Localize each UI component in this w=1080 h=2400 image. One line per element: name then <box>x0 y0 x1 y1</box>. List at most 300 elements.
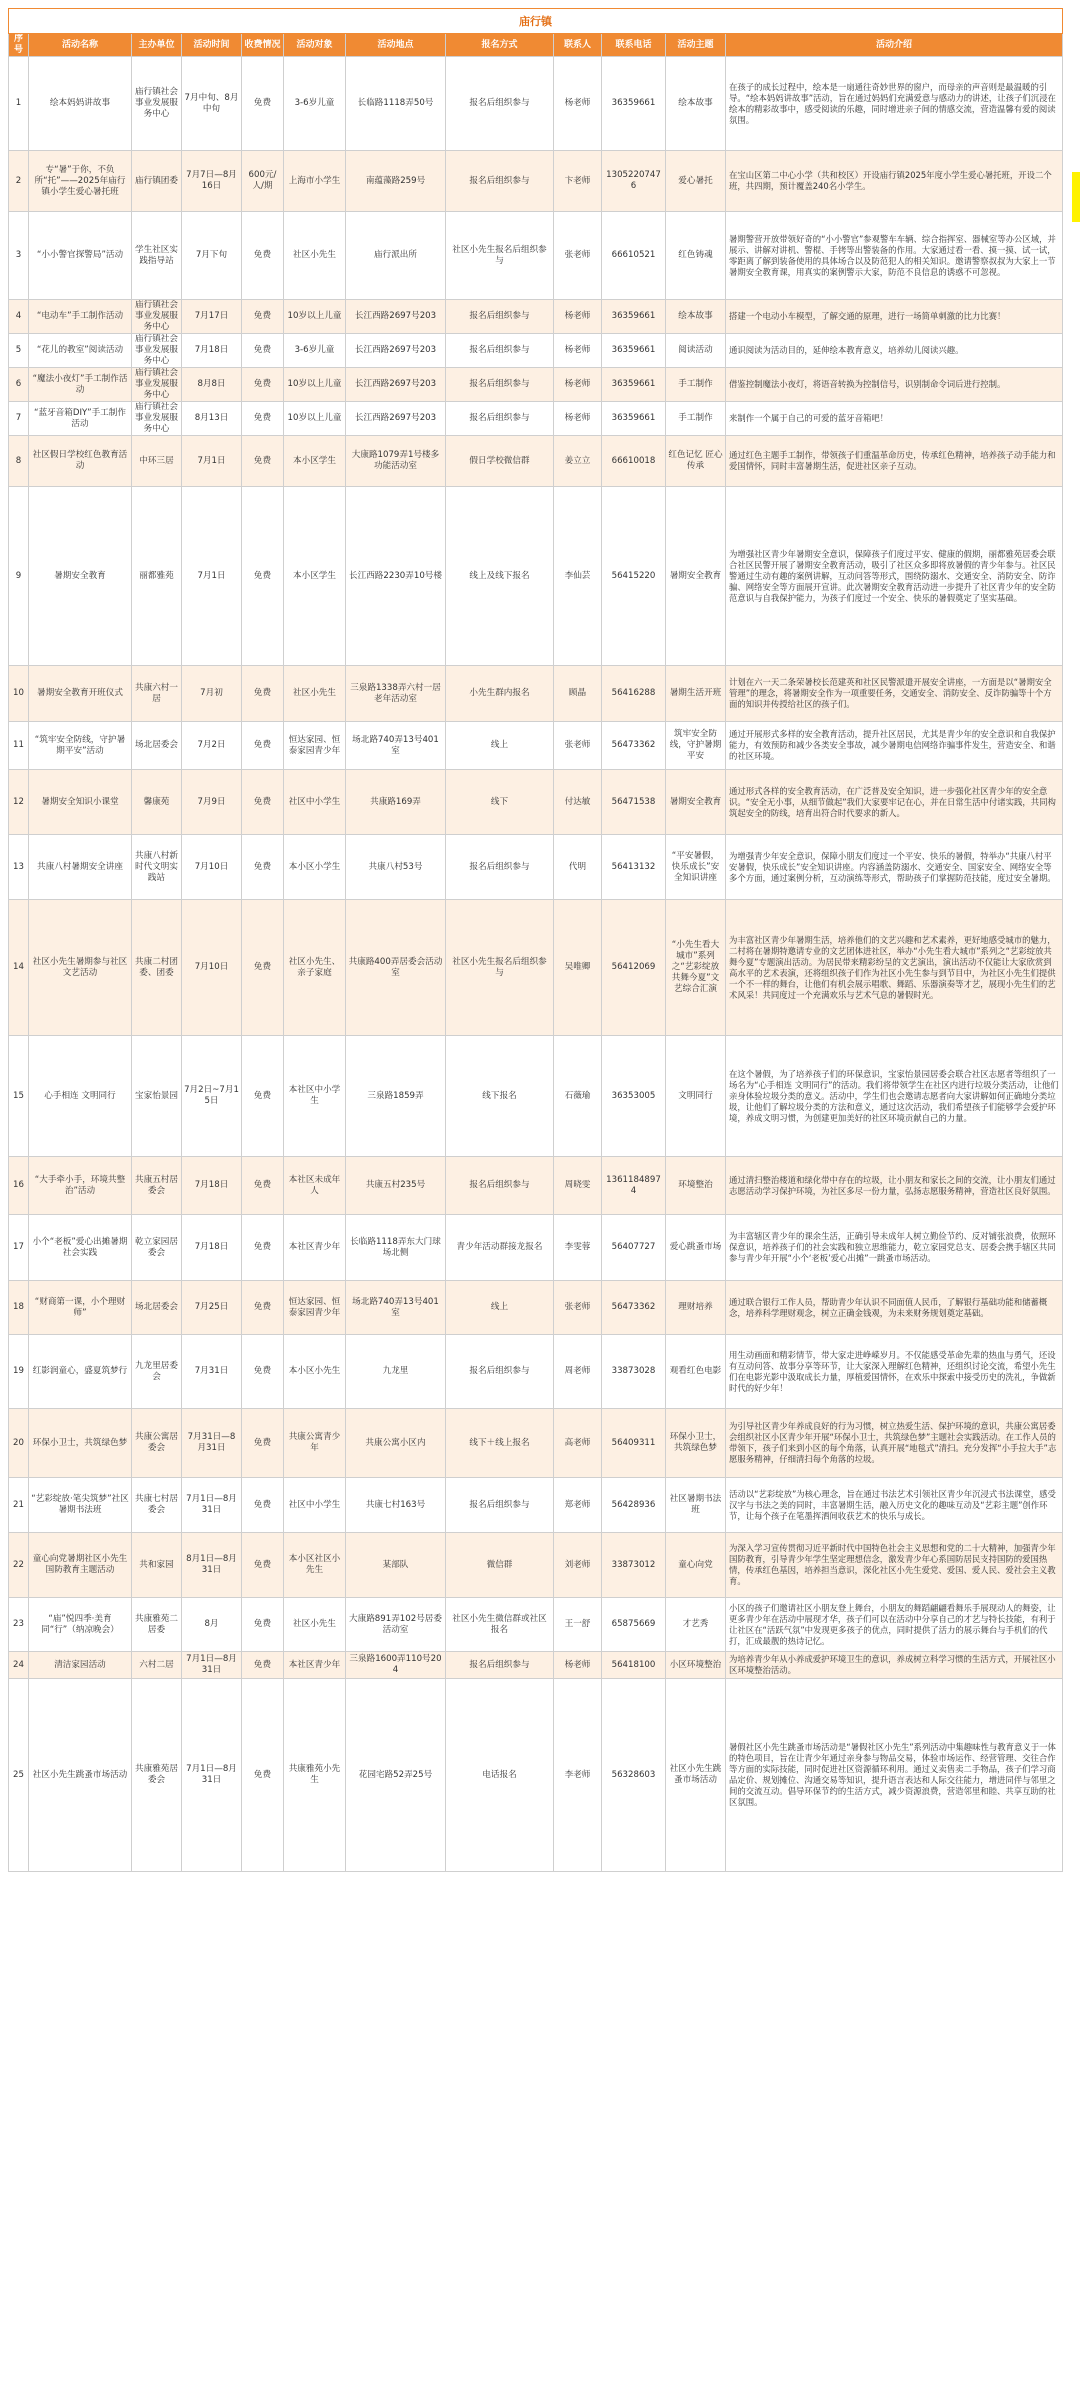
cell-intro: 小区的孩子们邀请社区小朋友登上舞台，小朋友的舞蹈翩翩看舞乐手展现动人的舞姿，让更多青少年在活动中展现才华，孩子们可以在活动中分享自己的才艺与特长技能，有利于让社区在“活跃气氛”中发现更多孩子的优点，同时提供了活力的展示舞台与手机们的代打，汇成最靓的热诗记忆。 <box>726 1598 1063 1652</box>
cell-phone: 36359661 <box>602 57 666 151</box>
column-header: 序号 <box>9 34 29 57</box>
cell-signup: 报名后组织参与 <box>446 300 554 334</box>
table-row <box>9 402 1063 436</box>
cell-target: 社区小先生、亲子家庭 <box>284 900 346 1036</box>
cell-time: 7月31日 <box>182 1335 242 1409</box>
cell-place: 三泉路1600弄110号204 <box>346 1652 446 1679</box>
cell-org: 庙行镇社会事业发展服务中心 <box>132 300 182 334</box>
cell-name: 暑期安全教育开班仪式 <box>29 666 132 722</box>
cell-fee: 免费 <box>242 1335 284 1409</box>
cell-phone: 56473362 <box>602 722 666 770</box>
cell-place: 共康八村53号 <box>346 835 446 900</box>
cell-target: 本小区社区小先生 <box>284 1533 346 1598</box>
cell-signup: 青少年活动群接龙报名 <box>446 1215 554 1281</box>
cell-place: 长临路1118弄东大门球场北侧 <box>346 1215 446 1281</box>
cell-no: 7 <box>9 402 29 436</box>
cell-name: “花儿的教室”阅读活动 <box>29 334 132 368</box>
cell-theme: 红色铸魂 <box>666 212 726 300</box>
cell-target: 3-6岁儿童 <box>284 57 346 151</box>
cell-time: 8月1日—8月31日 <box>182 1533 242 1598</box>
cell-intro: 为丰富社区青少年暑期生活，培养他们的文艺兴趣和艺术素养，更好地感受城市的魅力，二村将在暑期特邀请专业的文艺团体进社区，举办“小先生看大城市”系列之“艺彩绽放共舞今夏”专题演出活动。为居民带来精彩纷呈的文艺演出，演出活动不仅能让大家欣赏到高水平的艺术表演，还将组织孩子们作为社区小先生参与到节目中，为社区小先生们提供一个不一样的舞台，让他们有机会展示唱歌、舞蹈、乐器演奏等才艺，展现小先生们的艺术风采！共同度过一个充满欢乐与艺术气息的暑假时光。 <box>726 900 1063 1036</box>
cell-place: 共康公寓小区内 <box>346 1409 446 1478</box>
cell-intro: 计划在六一天二条荣暑校长范建英和社区民警派遣开展安全讲座，一方面是以“暑期安全管理”的理念，将暑期安全作为一项重要任务，交通安全、消防安全、反诈防骗等十个方面的知识并传授给社区的孩子们。 <box>726 666 1063 722</box>
cell-phone: 66610018 <box>602 436 666 487</box>
cell-time: 7月1日—8月31日 <box>182 1679 242 1872</box>
column-header: 活动地点 <box>346 34 446 57</box>
cell-phone: 36359661 <box>602 368 666 402</box>
cell-no: 23 <box>9 1598 29 1652</box>
cell-contact: 李仙芸 <box>554 487 602 666</box>
cell-target: 本社区未成年人 <box>284 1157 346 1215</box>
cell-fee: 免费 <box>242 212 284 300</box>
cell-phone: 33873012 <box>602 1533 666 1598</box>
cell-time: 7月中旬、8月中旬 <box>182 57 242 151</box>
column-header: 活动介绍 <box>726 34 1063 57</box>
cell-target: 本小区学生 <box>284 436 346 487</box>
column-header: 活动名称 <box>29 34 132 57</box>
cell-signup: 小先生群内报名 <box>446 666 554 722</box>
cell-place: 三泉路1338弄六村一居老年活动室 <box>346 666 446 722</box>
cell-org: 馨康苑 <box>132 770 182 835</box>
cell-name: “小小警官探警局”活动 <box>29 212 132 300</box>
sheet-title: 庙行镇 <box>9 9 1063 34</box>
cell-signup: 报名后组织参与 <box>446 151 554 212</box>
table-row <box>9 1652 1063 1679</box>
cell-no: 16 <box>9 1157 29 1215</box>
table-row <box>9 1157 1063 1215</box>
cell-fee: 免费 <box>242 1281 284 1335</box>
cell-phone: 36359661 <box>602 402 666 436</box>
cell-place: 长临路1118弄50号 <box>346 57 446 151</box>
cell-time: 7月1日—8月31日 <box>182 1652 242 1679</box>
cell-fee: 免费 <box>242 402 284 436</box>
cell-fee: 免费 <box>242 1598 284 1652</box>
cell-theme: 小区环境整治 <box>666 1652 726 1679</box>
cell-theme: 环境整治 <box>666 1157 726 1215</box>
cell-no: 21 <box>9 1478 29 1533</box>
column-header: 收费情况 <box>242 34 284 57</box>
table-row <box>9 1478 1063 1533</box>
cell-target: 恒达家园、恒泰家园青少年 <box>284 722 346 770</box>
cell-phone: 56412069 <box>602 900 666 1036</box>
cell-signup: 线上 <box>446 1281 554 1335</box>
cell-name: 红影润童心，盛夏筑梦行 <box>29 1335 132 1409</box>
cell-no: 10 <box>9 666 29 722</box>
cell-org: 共康七村居委会 <box>132 1478 182 1533</box>
cell-phone: 65875669 <box>602 1598 666 1652</box>
cell-target: 社区小先生 <box>284 212 346 300</box>
cell-name: 暑期安全知识小课堂 <box>29 770 132 835</box>
cell-target: 社区中小学生 <box>284 1478 346 1533</box>
cell-no: 3 <box>9 212 29 300</box>
cell-time: 8月8日 <box>182 368 242 402</box>
cell-no: 15 <box>9 1036 29 1157</box>
cell-name: 社区小先生暑期参与社区文艺活动 <box>29 900 132 1036</box>
cell-contact: 高老师 <box>554 1409 602 1478</box>
cell-time: 7月17日 <box>182 300 242 334</box>
cell-theme: 童心向党 <box>666 1533 726 1598</box>
cell-time: 7月下旬 <box>182 212 242 300</box>
cell-contact: 顾晶 <box>554 666 602 722</box>
cell-intro: 通过形式各样的安全教育活动，在广泛普及安全知识，进一步强化社区青少年的安全意识。“安全无小事，从细节做起”我们大家要牢记在心，并在日常生活中付诸实践，共同构筑起安全的防线，培育出符合时代要求的新人。 <box>726 770 1063 835</box>
cell-time: 7月初 <box>182 666 242 722</box>
column-header: 联系电话 <box>602 34 666 57</box>
cell-theme: 环保小卫士，共筑绿色梦 <box>666 1409 726 1478</box>
cell-no: 2 <box>9 151 29 212</box>
cell-place: 共康路400弄居委会活动室 <box>346 900 446 1036</box>
cell-signup: 线上 <box>446 722 554 770</box>
cell-contact: 刘老师 <box>554 1533 602 1598</box>
table-row <box>9 151 1063 212</box>
cell-phone: 56415220 <box>602 487 666 666</box>
cell-intro: 搭建一个电动小车模型，了解交通的原理，进行一场简单刺激的比力比赛！ <box>726 300 1063 334</box>
cell-org: 共康五村居委会 <box>132 1157 182 1215</box>
cell-name: “蓝牙音箱DIY”手工制作活动 <box>29 402 132 436</box>
cell-intro: 借鉴控制魔法小夜灯，将语音转换为控制信号，识别制命令词后进行控制。 <box>726 368 1063 402</box>
cell-no: 19 <box>9 1335 29 1409</box>
cell-signup: 社区小先生报名后组织参与 <box>446 900 554 1036</box>
cell-target: 社区中小学生 <box>284 770 346 835</box>
cell-no: 6 <box>9 368 29 402</box>
cell-place: 某部队 <box>346 1533 446 1598</box>
cell-intro: 通过开展形式多样的安全教育活动，提升社区居民，尤其是青少年的安全意识和自我保护能力，有效预防和减少各类安全事故，减少暑期电信网络诈骗事件发生，营造安全、和谐的社区环境。 <box>726 722 1063 770</box>
cell-signup: 线下报名 <box>446 1036 554 1157</box>
cell-signup: 线下＋线上报名 <box>446 1409 554 1478</box>
cell-signup: 报名后组织参与 <box>446 402 554 436</box>
cell-signup: 线上及线下报名 <box>446 487 554 666</box>
cell-target: 10岁以上儿童 <box>284 402 346 436</box>
cell-fee: 免费 <box>242 1409 284 1478</box>
cell-name: “魔法小夜灯”手工制作活动 <box>29 368 132 402</box>
cell-name: 暑期安全教育 <box>29 487 132 666</box>
table-row <box>9 1598 1063 1652</box>
cell-intro: 通识阅读为活动目的，延伸绘本教育意义，培养幼儿阅读兴趣。 <box>726 334 1063 368</box>
cell-time: 7月10日 <box>182 900 242 1036</box>
table-row <box>9 212 1063 300</box>
cell-no: 20 <box>9 1409 29 1478</box>
cell-org: 共和家园 <box>132 1533 182 1598</box>
cell-intro: 用生动画面和精彩情节，带大家走进峥嵘岁月。不仅能感受革命先辈的热血与勇气，还设有互动问答、故事分享等环节，让大家深入理解红色精神，还组织讨论交流，希望小先生们在电影光影中汲取成长力量，厚植爱国情怀，在欢乐中探索中接受历史的洗礼，争做新时代的好少年！ <box>726 1335 1063 1409</box>
cell-phone: 56471538 <box>602 770 666 835</box>
cell-no: 17 <box>9 1215 29 1281</box>
cell-phone: 56407727 <box>602 1215 666 1281</box>
cell-org: 宝家怡景园 <box>132 1036 182 1157</box>
cell-contact: 周老师 <box>554 1335 602 1409</box>
column-header: 活动对象 <box>284 34 346 57</box>
cell-contact: 王一舒 <box>554 1598 602 1652</box>
cell-place: 共康七村163号 <box>346 1478 446 1533</box>
cell-intro: 为深入学习宣传贯彻习近平新时代中国特色社会主义思想和党的二十大精神，加强青少年国防教育，引导青少年学生坚定理想信念，激发青少年心系国防居民支持国防的爱国热情，传承红色基因，培养担当意识，深化社区小先生爱党、爱国、爱人民、爱社会主义教育。 <box>726 1533 1063 1598</box>
cell-no: 14 <box>9 900 29 1036</box>
cell-fee: 免费 <box>242 334 284 368</box>
cell-place: 南蕴藻路259号 <box>346 151 446 212</box>
cell-contact: 李雯蓉 <box>554 1215 602 1281</box>
table-row <box>9 1533 1063 1598</box>
cell-contact: 付达敏 <box>554 770 602 835</box>
cell-signup: 社区小先生报名后组织参与 <box>446 212 554 300</box>
cell-theme: 文明同行 <box>666 1036 726 1157</box>
cell-phone: 56328603 <box>602 1679 666 1872</box>
table-row <box>9 487 1063 666</box>
cell-intro: 暑期警营开放带领好奇的“小小警官”参观警车车辆、综合指挥室、器械室等办公区域，并展示、讲解对讲机、警棍、手铐等出警装备的作用。大家通过看一看、摸一摸、试一试，零距离了解到装备使用的具体场合以及防范犯人的相关知识。邀请警察叔叔为大家上一节暑期安全教育课，用真实的案例警示大家，防范不良信息的诱惑不可忽视。 <box>726 212 1063 300</box>
cell-intro: 为培养青少年从小养成爱护环境卫生的意识，养成树立科学习惯的生活方式，开展社区小区环境整治活动。 <box>726 1652 1063 1679</box>
cell-contact: 吴唯卿 <box>554 900 602 1036</box>
cell-org: 学生社区实践指导站 <box>132 212 182 300</box>
cell-contact: 杨老师 <box>554 1652 602 1679</box>
cell-target: 上海市小学生 <box>284 151 346 212</box>
cell-target: 10岁以上儿童 <box>284 368 346 402</box>
cell-contact: 李老师 <box>554 1679 602 1872</box>
cell-no: 8 <box>9 436 29 487</box>
cell-contact: 姜立立 <box>554 436 602 487</box>
cell-time: 8月13日 <box>182 402 242 436</box>
table-row <box>9 1281 1063 1335</box>
cell-contact: 杨老师 <box>554 402 602 436</box>
cell-contact: 石薇瑜 <box>554 1036 602 1157</box>
cell-org: 庙行镇社会事业发展服务中心 <box>132 334 182 368</box>
cell-phone: 56416288 <box>602 666 666 722</box>
cell-no: 9 <box>9 487 29 666</box>
cell-time: 7月9日 <box>182 770 242 835</box>
cell-name: 清洁家园活动 <box>29 1652 132 1679</box>
cell-phone: 56409311 <box>602 1409 666 1478</box>
cell-place: 共康路169弄 <box>346 770 446 835</box>
cell-org: 场北居委会 <box>132 1281 182 1335</box>
activity-table <box>8 8 1063 1872</box>
cell-no: 22 <box>9 1533 29 1598</box>
cell-org: 九龙里居委会 <box>132 1335 182 1409</box>
cell-org: 庙行镇社会事业发展服务中心 <box>132 368 182 402</box>
cell-theme: 社区小先生跳蚤市场活动 <box>666 1679 726 1872</box>
cell-intro: 暑假社区小先生跳蚤市场活动是“暑假社区小先生”系列活动中集趣味性与教育意义于一体的特色项目，旨在让青少年通过亲身参与物品交易，体验市场运作、经营管理、交往合作等方面的实际技能，同时促进社区资源循环利用。通过义卖售卖二手物品，孩子们学习商品定价、规划摊位、沟通交易等知识，提升语言表达和人际交往能力，增进同伴与邻里之间的交流互动。倡导环保节约的生活方式，减少资源浪费，营造邻里和睦、共享互助的社区氛围。 <box>726 1679 1063 1872</box>
cell-theme: 爱心跳蚤市场 <box>666 1215 726 1281</box>
cell-time: 7月1日—8月31日 <box>182 1478 242 1533</box>
cell-signup: 报名后组织参与 <box>446 57 554 151</box>
cell-fee: 免费 <box>242 1533 284 1598</box>
table-row <box>9 1335 1063 1409</box>
cell-phone: 13611848974 <box>602 1157 666 1215</box>
cell-no: 24 <box>9 1652 29 1679</box>
cell-contact: 郑老师 <box>554 1478 602 1533</box>
cell-place: 长江西路2697号203 <box>346 402 446 436</box>
cell-phone: 56413132 <box>602 835 666 900</box>
cell-org: 共康二村团委、团委 <box>132 900 182 1036</box>
cell-target: 本小区小学生 <box>284 835 346 900</box>
cell-time: 7月2日 <box>182 722 242 770</box>
cell-fee: 免费 <box>242 1478 284 1533</box>
cell-target: 共康雅苑小先生 <box>284 1679 346 1872</box>
cell-target: 恒达家园、恒泰家园青少年 <box>284 1281 346 1335</box>
table-row <box>9 436 1063 487</box>
cell-name: 专“暑”于你，不负所“托”——2025年庙行镇小学生爱心暑托班 <box>29 151 132 212</box>
cell-signup: 报名后组织参与 <box>446 1157 554 1215</box>
cell-signup: 报名后组织参与 <box>446 1478 554 1533</box>
table-row <box>9 1679 1063 1872</box>
cell-contact: 杨老师 <box>554 57 602 151</box>
cell-intro: 通过清扫整治楼道和绿化带中存在的垃圾，让小朋友和家长之间的交流，让小朋友们通过志愿活动学习保护环境，为社区多尽一份力量，弘扬志愿服务精神，营造社区良好氛围。 <box>726 1157 1063 1215</box>
cell-fee: 免费 <box>242 1036 284 1157</box>
cell-time: 7月25日 <box>182 1281 242 1335</box>
cell-time: 8月 <box>182 1598 242 1652</box>
cell-no: 13 <box>9 835 29 900</box>
cell-place: 庙行派出所 <box>346 212 446 300</box>
cell-signup: 报名后组织参与 <box>446 1335 554 1409</box>
cell-theme: 理财培养 <box>666 1281 726 1335</box>
cell-name: 心手相连 文明同行 <box>29 1036 132 1157</box>
cell-name: “艺彩绽放·笔尖筑梦”社区暑期书法班 <box>29 1478 132 1533</box>
cell-signup: 社区小先生微信群或社区报名 <box>446 1598 554 1652</box>
cell-target: 本小区学生 <box>284 487 346 666</box>
cell-target: 共康公寓青少年 <box>284 1409 346 1478</box>
cell-place: 长江西路2230弄10号楼 <box>346 487 446 666</box>
cell-name: “筑牢安全防线，守护暑期平安”活动 <box>29 722 132 770</box>
cell-name: 童心向党暑期社区小先生国防教育主题活动 <box>29 1533 132 1598</box>
cell-theme: 爱心暑托 <box>666 151 726 212</box>
cell-org: 丽都雅苑 <box>132 487 182 666</box>
cell-name: 社区假日学校红色教育活动 <box>29 436 132 487</box>
table-row <box>9 300 1063 334</box>
cell-phone: 56473362 <box>602 1281 666 1335</box>
cell-no: 18 <box>9 1281 29 1335</box>
cell-contact: 张老师 <box>554 722 602 770</box>
cell-name: “庙”悦四季·美育同“行”（纳凉晚会） <box>29 1598 132 1652</box>
cell-fee: 免费 <box>242 900 284 1036</box>
cell-target: 3-6岁儿童 <box>284 334 346 368</box>
cell-theme: “平安暑假，快乐成长”安全知识讲座 <box>666 835 726 900</box>
cell-no: 11 <box>9 722 29 770</box>
table-row <box>9 1036 1063 1157</box>
cell-fee: 免费 <box>242 835 284 900</box>
cell-time: 7月1日 <box>182 436 242 487</box>
cell-contact: 杨老师 <box>554 300 602 334</box>
cell-time: 7月2日~7月15日 <box>182 1036 242 1157</box>
cell-intro: 在孩子的成长过程中，绘本是一扇通往奇妙世界的窗户，而母亲的声音则是最温暖的引导。“绘本妈妈讲故事”活动，旨在通过妈妈们充满爱意与感动力的讲述，让孩子们沉浸在绘本的精彩故事中，感受阅读的乐趣，同时增进亲子间的情感交流，营造温馨有爱的阅读氛围。 <box>726 57 1063 151</box>
cell-place: 大康路891弄102号居委活动室 <box>346 1598 446 1652</box>
table-row <box>9 1409 1063 1478</box>
cell-place: 花园宅路52弄25号 <box>346 1679 446 1872</box>
cell-time: 7月1日 <box>182 487 242 666</box>
cell-place: 长江西路2697号203 <box>346 300 446 334</box>
cell-theme: 社区暑期书法班 <box>666 1478 726 1533</box>
cell-signup: 报名后组织参与 <box>446 368 554 402</box>
cell-signup: 电话报名 <box>446 1679 554 1872</box>
cell-fee: 免费 <box>242 770 284 835</box>
side-scroll-tab[interactable] <box>1072 172 1080 222</box>
cell-time: 7月18日 <box>182 1215 242 1281</box>
cell-org: 庙行镇社会事业发展服务中心 <box>132 402 182 436</box>
cell-theme: 观看红色电影 <box>666 1335 726 1409</box>
cell-fee: 600元/人/期 <box>242 151 284 212</box>
cell-theme: 绘本故事 <box>666 300 726 334</box>
cell-no: 1 <box>9 57 29 151</box>
cell-fee: 免费 <box>242 666 284 722</box>
cell-phone: 36353005 <box>602 1036 666 1157</box>
cell-signup: 报名后组织参与 <box>446 334 554 368</box>
cell-time: 7月18日 <box>182 1157 242 1215</box>
cell-intro: 在这个暑假，为了培养孩子们的环保意识，宝家怡景园居委会联合社区志愿者等组织了一场名为“心手相连 文明同行”的活动。我们将带领学生在社区内进行垃圾分类活动，让他们亲身体验垃圾分类的意义。活动中，学生们也会邀请志愿者向大家讲解如何正确地分类垃圾，让他们了解垃圾分类的方法和意义，通过这次活动，我们希望孩子们能够学会爱护环境，养成文明习惯，为创建更加美好的社区环境贡献自己的力量。 <box>726 1036 1063 1157</box>
cell-theme: 暑期安全教育 <box>666 487 726 666</box>
cell-fee: 免费 <box>242 1157 284 1215</box>
cell-name: 社区小先生跳蚤市场活动 <box>29 1679 132 1872</box>
cell-theme: 红色记忆 匠心传承 <box>666 436 726 487</box>
table-row <box>9 770 1063 835</box>
cell-intro: 为增强社区青少年暑期安全意识，保障孩子们度过平安、健康的假期，丽都雅苑居委会联合社区民警开展了暑期安全教育活动，吸引了社区众多即将放暑假的青少年参与。社区民警通过生动有趣的案例讲解，互动问答等形式，围绕防溺水、交通安全、消防安全、防诈骗、网络安全等方面展开宣讲。此次暑期安全教育活动进一步提升了社区青少年的安全防范意识与自我保护能力，为孩子们度过一个安全、快乐的暑假奠定了坚实基础。 <box>726 487 1063 666</box>
cell-fee: 免费 <box>242 1679 284 1872</box>
cell-name: “电动车”手工制作活动 <box>29 300 132 334</box>
cell-phone: 13052207476 <box>602 151 666 212</box>
cell-contact: 杨老师 <box>554 368 602 402</box>
cell-org: 共康六村一居 <box>132 666 182 722</box>
cell-org: 共康雅苑居委会 <box>132 1679 182 1872</box>
cell-no: 25 <box>9 1679 29 1872</box>
cell-org: 庙行镇社会事业发展服务中心 <box>132 57 182 151</box>
cell-fee: 免费 <box>242 57 284 151</box>
cell-target: 本社区青少年 <box>284 1652 346 1679</box>
cell-org: 庙行镇团委 <box>132 151 182 212</box>
cell-intro: 通过红色主题手工制作，带领孩子们重温革命历史，传承红色精神，培养孩子动手能力和爱国情怀，同时丰富暑期生活，促进社区亲子互动。 <box>726 436 1063 487</box>
cell-fee: 免费 <box>242 1652 284 1679</box>
cell-target: 社区小先生 <box>284 1598 346 1652</box>
column-header: 报名方式 <box>446 34 554 57</box>
table-body <box>9 57 1063 1872</box>
cell-contact: 周晓雯 <box>554 1157 602 1215</box>
cell-theme: 筑牢安全防线，守护暑期平安 <box>666 722 726 770</box>
cell-theme: 绘本故事 <box>666 57 726 151</box>
cell-org: 场北居委会 <box>132 722 182 770</box>
cell-no: 12 <box>9 770 29 835</box>
cell-signup: 假日学校微信群 <box>446 436 554 487</box>
table-row <box>9 57 1063 151</box>
cell-org: 乾立家园居委会 <box>132 1215 182 1281</box>
cell-name: 环保小卫士，共筑绿色梦 <box>29 1409 132 1478</box>
cell-org: 共康公寓居委会 <box>132 1409 182 1478</box>
cell-theme: 手工制作 <box>666 402 726 436</box>
cell-phone: 56428936 <box>602 1478 666 1533</box>
cell-signup: 微信群 <box>446 1533 554 1598</box>
cell-place: 三泉路1859弄 <box>346 1036 446 1157</box>
cell-time: 7月31日—8月31日 <box>182 1409 242 1478</box>
cell-fee: 免费 <box>242 436 284 487</box>
cell-intro: 来制作一个属于自己的可爱的蓝牙音箱吧！ <box>726 402 1063 436</box>
cell-org: 六村二居 <box>132 1652 182 1679</box>
cell-phone: 36359661 <box>602 334 666 368</box>
cell-contact: 杨老师 <box>554 334 602 368</box>
cell-intro: 通过联合银行工作人员，帮助青少年认识不同面值人民币，了解银行基础功能和储蓄概念，培养科学理财观念，树立正确金钱观，为未来财务规划奠定基础。 <box>726 1281 1063 1335</box>
cell-theme: 手工制作 <box>666 368 726 402</box>
cell-target: 本小区小先生 <box>284 1335 346 1409</box>
cell-time: 7月7日—8月16日 <box>182 151 242 212</box>
cell-contact: 张老师 <box>554 1281 602 1335</box>
cell-name: 共康八村暑期安全讲座 <box>29 835 132 900</box>
column-header: 活动主题 <box>666 34 726 57</box>
cell-place: 共康五村235号 <box>346 1157 446 1215</box>
cell-intro: 活动以“艺彩绽放”为核心理念，旨在通过书法艺术引领社区青少年沉浸式书法课堂，感受汉字与书法之美的同时，丰富暑期生活，融入历史文化的趣味互动及“艺彩主题”创作环节，让每个孩子在笔墨挥洒间收获艺术的快乐与成长。 <box>726 1478 1063 1533</box>
cell-place: 场北路740弄13号401室 <box>346 1281 446 1335</box>
column-header: 联系人 <box>554 34 602 57</box>
cell-signup: 报名后组织参与 <box>446 1652 554 1679</box>
cell-fee: 免费 <box>242 300 284 334</box>
table-row <box>9 1215 1063 1281</box>
cell-phone: 36359661 <box>602 300 666 334</box>
table-row <box>9 334 1063 368</box>
cell-phone: 56418100 <box>602 1652 666 1679</box>
cell-place: 九龙里 <box>346 1335 446 1409</box>
table-row <box>9 368 1063 402</box>
cell-theme: 才艺秀 <box>666 1598 726 1652</box>
cell-name: 绘本妈妈讲故事 <box>29 57 132 151</box>
cell-no: 5 <box>9 334 29 368</box>
cell-place: 场北路740弄13号401室 <box>346 722 446 770</box>
